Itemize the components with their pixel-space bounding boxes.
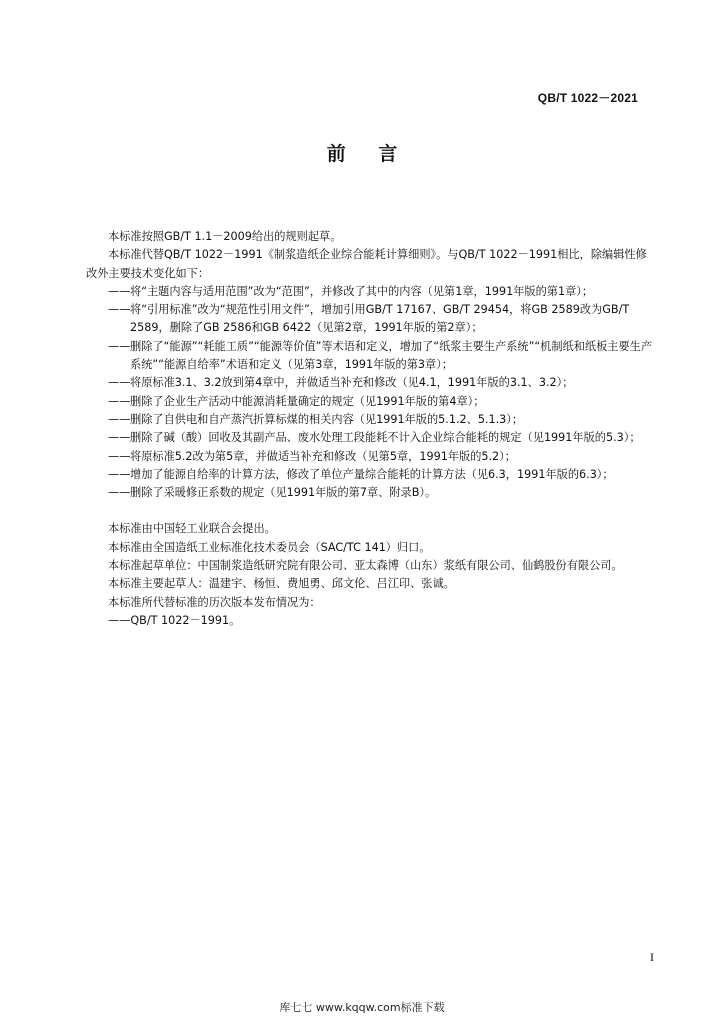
page-title: 前 言 <box>326 143 398 165</box>
committee-paragraph: 本标准由全国造纸工业标准化技术委员会（SAC/TC 141）归口。 <box>108 540 431 554</box>
drafters-paragraph: 本标准主要起草人：温建宇、杨恒、费旭勇、邱文伦、吕江印、张诚。 <box>108 577 455 591</box>
list-item-text: 将“主题内容与适用范围”改为“范围”，并修改了其中的内容（见第1章，1991年版的第1章）； <box>130 284 594 298</box>
list-item-text: 将原标准3.1、3.2放到第4章中，并做适当补充和修改（见4.1，1991年版的3.1、3.2）； <box>130 376 574 390</box>
history-intro-paragraph: 本标准所代替标准的历次版本发布情况为： <box>108 595 321 609</box>
footer-watermark: 库七七 www.kqqw.com标准下载 <box>279 1001 445 1014</box>
section-gap <box>86 502 656 520</box>
list-item-text: 增加了能源自给率的计算方法，修改了单位产量综合能耗的计算方法（见6.3，1991年版的6.3）； <box>130 467 614 481</box>
list-item <box>86 393 656 411</box>
dash-marker: —— <box>108 449 131 463</box>
proposer-paragraph: 本标准由中国轻工业联合会提出。 <box>108 522 276 536</box>
list-item <box>86 374 656 392</box>
dash-marker: —— <box>108 339 131 353</box>
list-item-text: 删除了碱（酸）回收及其副产品、废水处理工段能耗不计入企业综合能耗的规定（见1991年版的5.3）； <box>130 431 641 445</box>
dash-marker: —— <box>108 486 131 500</box>
dash-marker: —— <box>108 284 131 298</box>
list-item-text: 将原标准5.2改为第5章，并做适当补充和修改（见第5章，1991年版的5.2）； <box>130 449 516 463</box>
list-item <box>86 301 656 338</box>
dash-marker: —— <box>108 376 131 390</box>
list-item <box>86 283 656 301</box>
list-item <box>86 429 656 447</box>
drafting-units-paragraph: 本标准起草单位：中国制浆造纸研究院有限公司、亚太森博（山东）浆纸有限公司、仙鹤股份有限公司。 <box>108 559 623 573</box>
dash-marker: —— <box>108 412 131 426</box>
dash-marker: —— <box>108 303 131 317</box>
list-item <box>86 484 656 502</box>
list-item <box>86 466 656 484</box>
list-item <box>86 411 656 429</box>
list-item-text: 删除了企业生产活动中能源消耗量确定的规定（见1991年版的第4章）； <box>130 394 485 408</box>
list-item-text: 删除了采暖修正系数的规定（见1991年版的第7章、附录B）。 <box>130 486 437 500</box>
history-item: ——QB/T 1022－1991。 <box>108 613 241 627</box>
dash-marker: —— <box>108 431 131 445</box>
dash-marker: —— <box>108 394 131 408</box>
list-item <box>86 338 656 375</box>
list-item-text: 删除了“能源”“耗能工质”“能源等价值”等术语和定义，增加了“纸浆主要生产系统”“机制纸和纸板主要生产系统”“能源自给率”术语和定义（见第3章，1991年版的第3章）； <box>130 339 653 372</box>
dash-marker: —— <box>108 467 131 481</box>
list-item-text: 将“引用标准”改为“规范性引用文件”，增加引用GB/T 17167、GB/T 29454，将GB 2589改为GB/T 2589，删除了GB 2586和GB 6422（见第2章，1991年版的第2章）； <box>130 303 630 335</box>
list-item-text: 删除了自供电和自产蒸汽折算标煤的相关内容（见1991年版的5.1.2、5.1.3）； <box>130 412 524 426</box>
intro-paragraph-1: 本标准按照GB/T 1.1－2009给出的规则起草。 <box>108 230 342 243</box>
list-item <box>86 448 656 466</box>
changes-list <box>86 283 656 503</box>
document-body <box>86 228 656 630</box>
page-number: I <box>650 950 654 964</box>
standard-code: QB/T 1022－2021 <box>537 91 638 105</box>
intro-paragraph-2: 本标准代替QB/T 1022－1991《制浆造纸企业综合能耗计算细则》。与QB/T 1022－1991相比，除编辑性修改外主要技术变化如下： <box>86 248 647 280</box>
